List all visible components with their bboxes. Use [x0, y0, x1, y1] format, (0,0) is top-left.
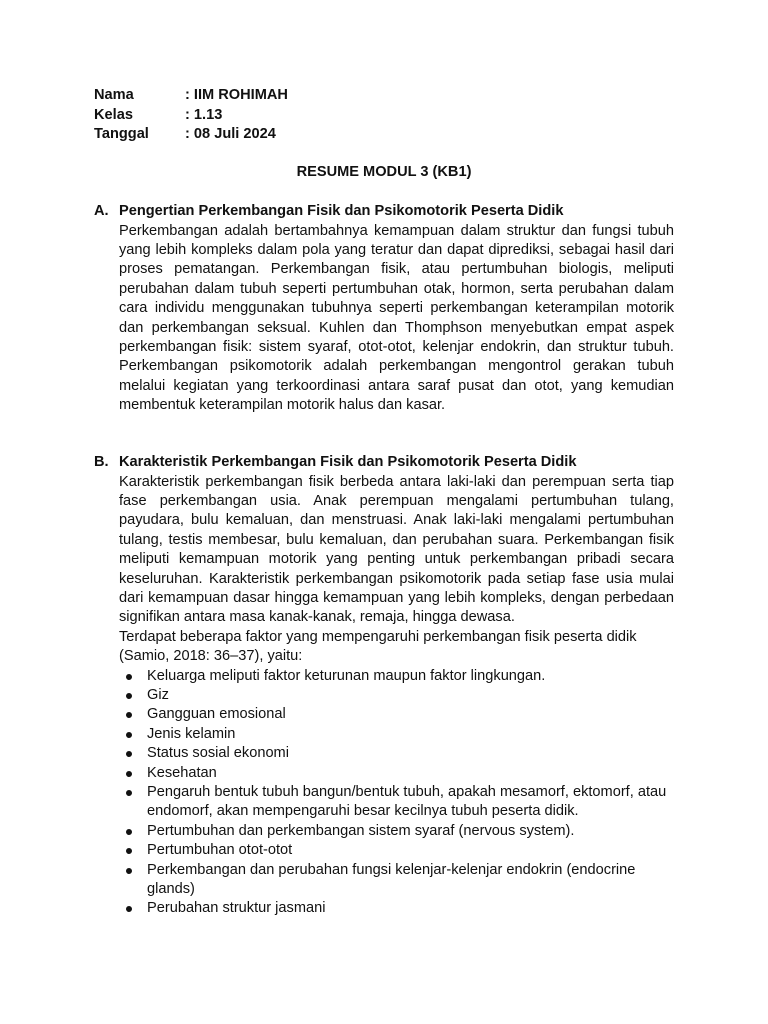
- list-item: [119, 841, 674, 860]
- document-title: RESUME MODUL 3 (KB1): [296, 164, 472, 180]
- section-b-paragraph-1: Karakteristik perkembangan fisik berbeda antara laki-laki dan perempuan serta tiap fase perkembangan usia. Anak perempuan mengalami pertumbuhan tulang, payudara, bulu kemaluan, dan menstruasi. Anak laki-laki mengalami pertumbuhan tulang, testis membesar, bulu kemaluan, dan perubahan suara. Perkembangan fisik meliputi kemampuan motorik yang penting untuk perkembangan pribadi secara keseluruhan. Karakteristik perkembangan psikomotorik pada setiap fase usia mulai dari kemampuan dasar hingga kemampuan yang lebih kompleks, dengan perbedaan signifikan antara masa kanak-kanak, remaja, hingga dewasa.: [119, 473, 674, 626]
- section-a-paragraph: Perkembangan adalah bertambahnya kemampuan dalam struktur dan fungsi tubuh yang lebih kompleks dalam pola yang teratur dan dapat diprediksi, sebagai hasil dari proses pematangan. Perkembangan fisik, atau pertumbuhan biologis, meliputi perubahan dalam tubuh seperti pertumbuhan otak, hormon, serta perubahan dalam cara individu menggunakan tubuhnya seperti perkembangan keterampilan motorik dan perkembangan seksual. Kuhlen dan Thomphson menyebutkan empat aspek perkembangan fisik: sistem syaraf, otot-otot, kelenjar endokrin, dan struktur tubuh. Perkembangan psikomotorik adalah perkembangan mengontrol gerakan tubuh melalui kegiatan yang terkoordinasi antara saraf pusat dan otot, yang kemudian membentuk keterampilan motorik halus dan kasar.: [119, 222, 674, 414]
- list-item-text: Kesehatan: [147, 764, 217, 781]
- section-a-title: Pengertian Perkembangan Fisik dan Psikomotorik Peserta Didik: [119, 203, 564, 219]
- list-item: [119, 783, 674, 822]
- name-label: Nama: [94, 87, 134, 103]
- bullet-icon: [126, 829, 132, 835]
- section-b-letter: B.: [94, 454, 109, 470]
- list-item-text: Status sosial ekonomi: [147, 745, 289, 762]
- bullet-icon: [126, 771, 132, 777]
- list-item: [119, 686, 674, 705]
- bullet-icon: [126, 848, 132, 854]
- list-item: [119, 764, 674, 783]
- date-row: [94, 125, 288, 145]
- list-item: [119, 899, 674, 918]
- section-b-paragraph-2: Terdapat beberapa faktor yang mempengaruhi perkembangan fisik peserta didik (Samio, 2018: 36–37), yaitu:: [119, 628, 637, 665]
- class-value: : 1.13: [185, 106, 223, 123]
- identity-block: [94, 86, 288, 145]
- list-item-text: Pengaruh bentuk tubuh bangun/bentuk tubuh, apakah mesamorf, ektomorf, atau endomorf, akan mempengaruhi besar kecilnya tubuh peserta didik.: [147, 784, 667, 820]
- list-item: [119, 725, 674, 744]
- list-item-text: Perkembangan dan perubahan fungsi kelenjar-kelenjar endokrin (endocrine glands): [147, 861, 636, 898]
- section-a-letter: A.: [94, 203, 109, 219]
- bullet-icon: [126, 732, 132, 738]
- name-row: [94, 86, 288, 106]
- section-b-heading: [94, 453, 674, 473]
- list-item-text: Jenis kelamin: [147, 725, 236, 742]
- factor-list: [119, 667, 674, 919]
- section-a-body: [119, 222, 674, 416]
- list-item-text: Keluarga meliputi faktor keturunan maupun faktor lingkungan.: [147, 667, 546, 684]
- class-row: [94, 106, 288, 126]
- list-item: [119, 861, 674, 900]
- section-b-body: [119, 473, 674, 919]
- name-value: : IIM ROHIMAH: [185, 87, 288, 103]
- bullet-icon: [126, 906, 132, 912]
- section-a-heading: [94, 202, 674, 222]
- section-a: [94, 202, 674, 416]
- list-item: [119, 667, 674, 686]
- list-item: [119, 744, 674, 763]
- list-item-text: Perubahan struktur jasmani: [147, 900, 326, 917]
- date-label: Tanggal: [94, 126, 149, 142]
- bullet-icon: [126, 751, 132, 757]
- bullet-icon: [126, 674, 132, 680]
- list-item: [119, 705, 674, 724]
- bullet-icon: [126, 868, 132, 874]
- date-value: : 08 Juli 2024: [185, 126, 276, 142]
- list-item: [119, 822, 674, 841]
- list-item-text: Pertumbuhan otot-otot: [147, 842, 293, 859]
- list-item-text: Giz: [147, 686, 169, 703]
- list-item-text: Gangguan emosional: [147, 706, 286, 723]
- bullet-icon: [126, 693, 132, 699]
- class-label: Kelas: [94, 106, 133, 123]
- list-item-text: Pertumbuhan dan perkembangan sistem syaraf (nervous system).: [147, 822, 575, 839]
- bullet-icon: [126, 790, 132, 796]
- section-b: [94, 453, 674, 919]
- section-b-title: Karakteristik Perkembangan Fisik dan Psikomotorik Peserta Didik: [119, 454, 577, 470]
- bullet-icon: [126, 712, 132, 718]
